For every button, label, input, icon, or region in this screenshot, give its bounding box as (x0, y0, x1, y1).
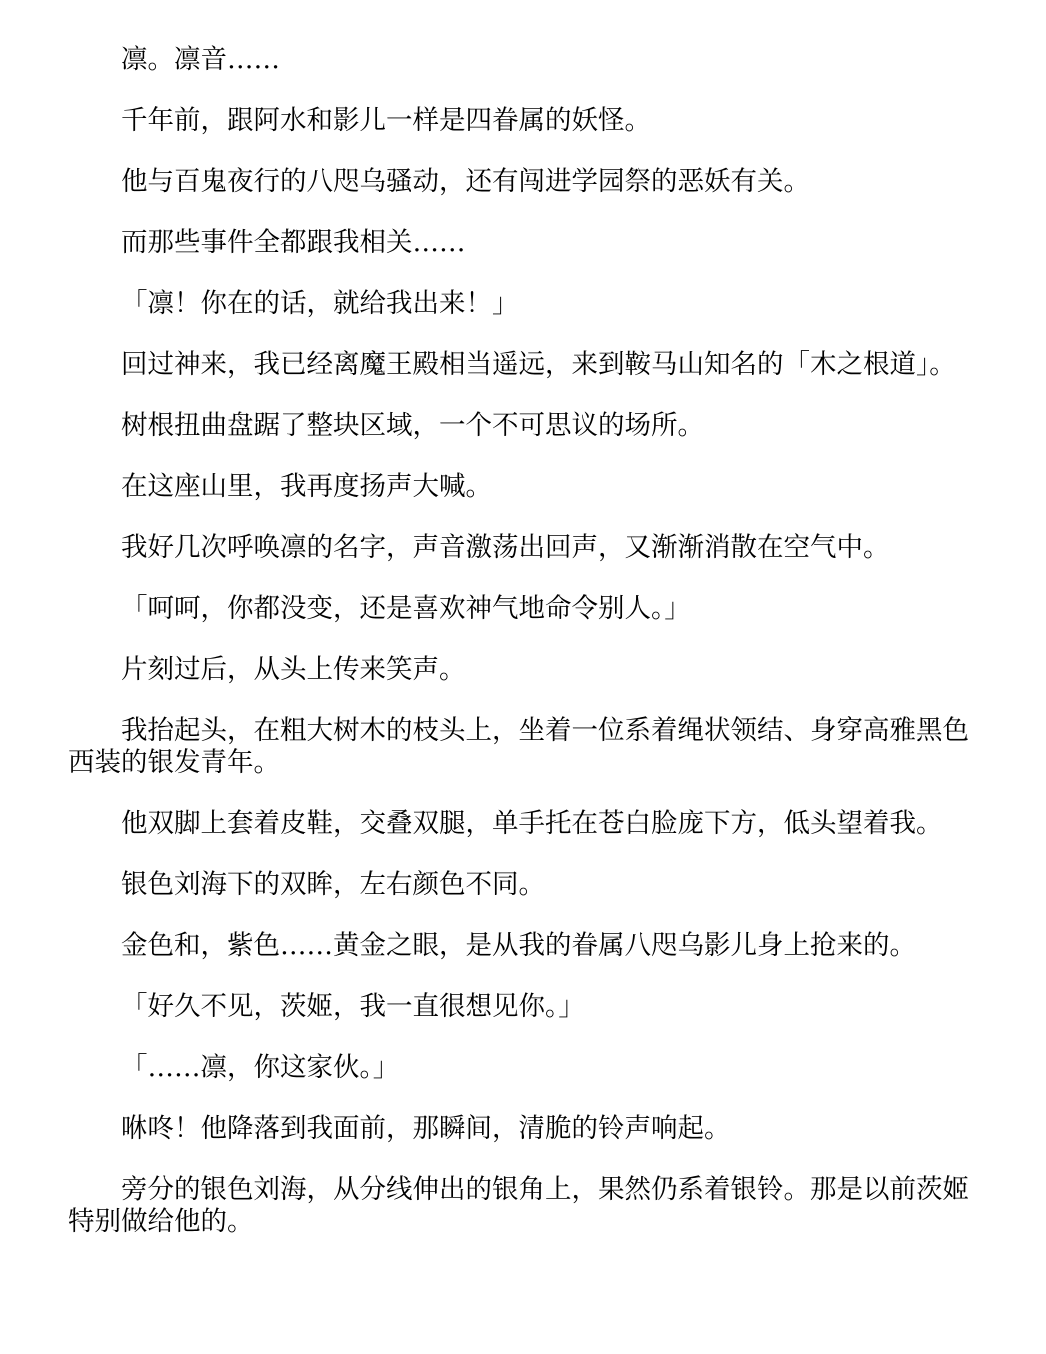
paragraph: 而那些事件全都跟我相关…… (121, 227, 466, 258)
dialogue-line: 「……凛，你这家伙。」 (121, 1052, 400, 1083)
paragraph: 回过神来，我已经离魔王殿相当遥远，来到鞍马山知名的「木之根道」。 (121, 349, 956, 380)
paragraph: 银色刘海下的双眸，左右颜色不同。 (121, 869, 545, 900)
paragraph: 凛。凛音…… (121, 44, 280, 75)
paragraph: 我抬起头，在粗大树木的枝头上，坐着一位系着绳状领结、身穿高雅黑色西装的银发青年。 (68, 715, 969, 778)
paragraph: 我好几次呼唤凛的名字，声音激荡出回声，又渐渐消散在空气中。 (121, 532, 890, 563)
dialogue-line: 「好久不见，茨姬，我一直很想见你。」 (121, 991, 585, 1022)
paragraph: 树根扭曲盘踞了整块区域，一个不可思议的场所。 (121, 410, 704, 441)
paragraph: 他与百鬼夜行的八咫乌骚动，还有闯进学园祭的恶妖有关。 (121, 166, 810, 197)
paragraph: 片刻过后，从头上传来笑声。 (121, 654, 466, 685)
paragraph: 咻咚！他降落到我面前，那瞬间，清脆的铃声响起。 (121, 1113, 731, 1144)
dialogue-line: 「呵呵，你都没变，还是喜欢神气地命令别人。」 (121, 593, 691, 624)
paragraph: 千年前，跟阿水和影儿一样是四眷属的妖怪。 (121, 105, 651, 136)
paragraph: 旁分的银色刘海，从分线伸出的银角上，果然仍系着银铃。那是以前茨姬特别做给他的。 (68, 1174, 969, 1237)
paragraph: 在这座山里，我再度扬声大喊。 (121, 471, 492, 502)
paragraph: 他双脚上套着皮鞋，交叠双腿，单手托在苍白脸庞下方，低头望着我。 (121, 808, 943, 839)
document-page (68, 44, 978, 1267)
dialogue-line: 「凛！你在的话，就给我出来！」 (121, 288, 519, 319)
paragraph: 金色和，紫色……黄金之眼，是从我的眷属八咫乌影儿身上抢来的。 (121, 930, 916, 961)
